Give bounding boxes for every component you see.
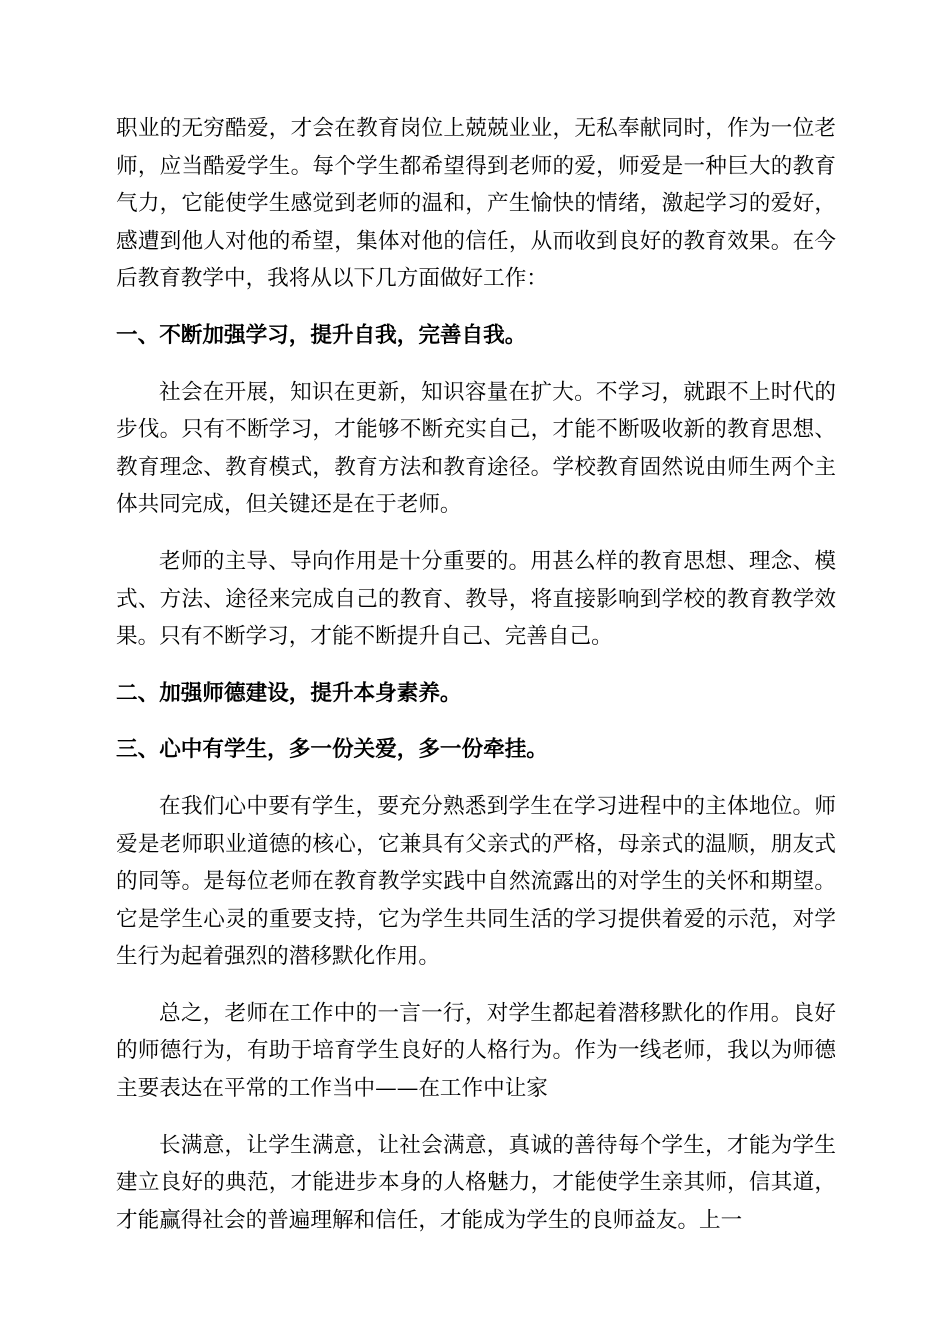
paragraph-1: 职业的无穷酷爱，才会在教育岗位上兢兢业业，无私奉献同时，作为一位老师，应当酷爱学生。每个学生都希望得到老师的爱，师爱是一种巨大的教育气力，它能使学生感觉到老师的温和，产生愉快的情绪，激起学习的爱好，感遭到他人对他的希望，集体对他的信任，从而收到良好的教育效果。在今后教育教学中，我将从以下几方面做好工作： [116,116,836,292]
document-page [116,110,836,1258]
paragraph-3: 老师的主导、导向作用是十分重要的。用甚么样的教育思想、理念、模式、方法、途径来完成自己的教育、教导，将直接影响到学校的教育教学效果。只有不断学习，才能不断提升自己、完善自己。 [116,548,836,650]
paragraph-4: 在我们心中要有学生，要充分熟悉到学生在学习进程中的主体地位。师爱是老师职业道德的核心，它兼具有父亲式的严格，母亲式的温顺，朋友式的同等。是每位老师在教育教学实践中自然流露出的对学生的关怀和期望。它是学生心灵的重要支持，它为学生共同生活的学习提供着爱的示范，对学生行为起着强烈的潜移默化作用。 [116,793,836,970]
paragraph-2: 社会在开展，知识在更新，知识容量在扩大。不学习，就跟不上时代的步伐。只有不断学习，才能够不断充实自己，才能不断吸收新的教育思想、教育理念、教育模式，教育方法和教育途径。学校教育固然说由师生两个主体共同完成，但关键还是在于老师。 [116,379,836,518]
paragraph-5: 总之，老师在工作中的一言一行，对学生都起着潜移默化的作用。良好的师德行为，有助于培育学生良好的人格行为。作为一线老师，我以为师德主要表达在平常的工作当中——在工作中让家 [116,1000,836,1102]
paragraph-6: 长满意，让学生满意，让社会满意，真诚的善待每个学生，才能为学生建立良好的典范，才能进步本身的人格魅力，才能使学生亲其师，信其道，才能赢得社会的普遍理解和信任，才能成为学生的良师益友。上一 [116,1132,836,1233]
section-heading-3: 三、心中有学生，多一份关爱，多一份牵挂。 [116,737,548,763]
section-heading-1: 一、不断加强学习，提升自我，完善自我。 [116,322,527,348]
section-heading-2: 二、加强师德建设，提升本身素养。 [116,680,462,706]
